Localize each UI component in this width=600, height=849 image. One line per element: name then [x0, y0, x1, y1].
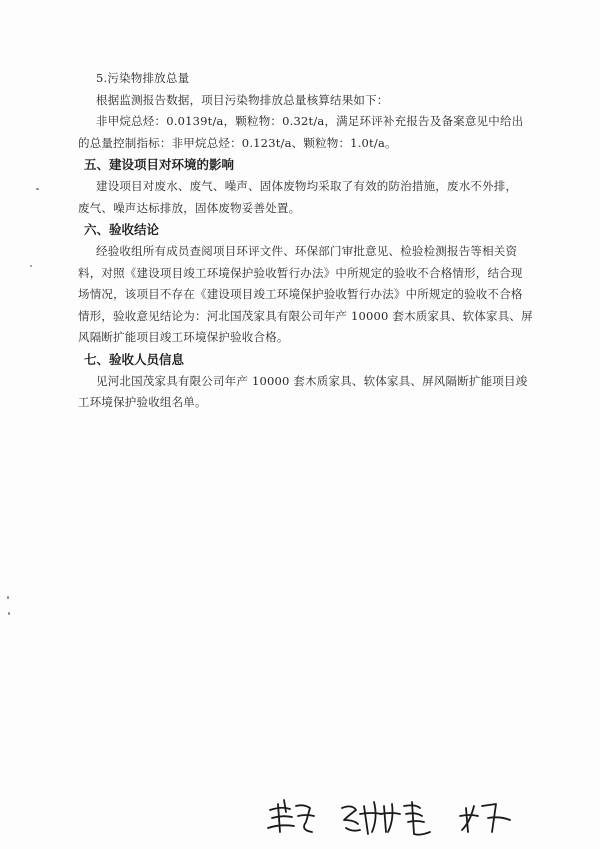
- signature-area: [260, 792, 580, 842]
- signature-2: [342, 802, 430, 835]
- scan-speck: [30, 265, 32, 267]
- conclusion-line-1: 经验收组所有成员查阅项目环评文件、环保部门审批意见、检验检测报告等相关资: [96, 244, 518, 258]
- conclusion-line-3: 场情况，该项目不存在《建设项目竣工环境保护验收暂行办法》中所规定的验收不合格: [78, 287, 523, 301]
- personnel-line-2: 工环境保护验收组名单。: [78, 395, 207, 409]
- conclusion-line-5: 风隔断扩能项目竣工环境保护验收合格。: [78, 330, 289, 344]
- scan-speck: [8, 612, 10, 615]
- section-5-intro: 根据监测报告数据，项目污染物排放总量核算结果如下：: [96, 92, 389, 107]
- document-body: [78, 68, 533, 414]
- section-5-line-1: 非甲烷总烃：0.0139t/a，颗粒物：0.32t/a，满足环评补充报告及备案意见中给出: [96, 114, 524, 128]
- heading-environmental-impact: 五、建设项目对环境的影响: [84, 157, 235, 172]
- signature-3: [460, 804, 510, 832]
- heading-acceptance-conclusion: 六、验收结论: [84, 222, 160, 237]
- scan-speck: [36, 188, 39, 190]
- section-5-line-2: 的总量控制指标：非甲烷总烃：0.123t/a、颗粒物：1.0t/a。: [78, 135, 397, 150]
- conclusion-line-4: 情形，验收意见结论为：河北国茂家具有限公司年产 10000 套木质家具、软体家具、屏: [78, 308, 533, 323]
- impact-line-2: 废气、噪声达标排放，固体废物妥善处置。: [78, 200, 301, 215]
- scan-speck: [7, 596, 9, 599]
- signature-1: [268, 800, 314, 832]
- handwritten-signatures: [260, 792, 580, 842]
- conclusion-line-2: 料，对照《建设项目竣工环境保护验收暂行办法》中所规定的验收不合格情形，结合现: [78, 265, 523, 280]
- heading-acceptance-personnel: 七、验收人员信息: [84, 351, 185, 367]
- impact-line-1: 建设项目对废水、废气、噪声、固体废物均采取了有效的防治措施，废水不外排，: [96, 179, 518, 193]
- section-5-title: 5.污染物排放总量: [96, 71, 190, 85]
- personnel-line-1: 见河北国茂家具有限公司年产 10000 套木质家具、软体家具、屏风隔断扩能项目竣: [96, 373, 528, 388]
